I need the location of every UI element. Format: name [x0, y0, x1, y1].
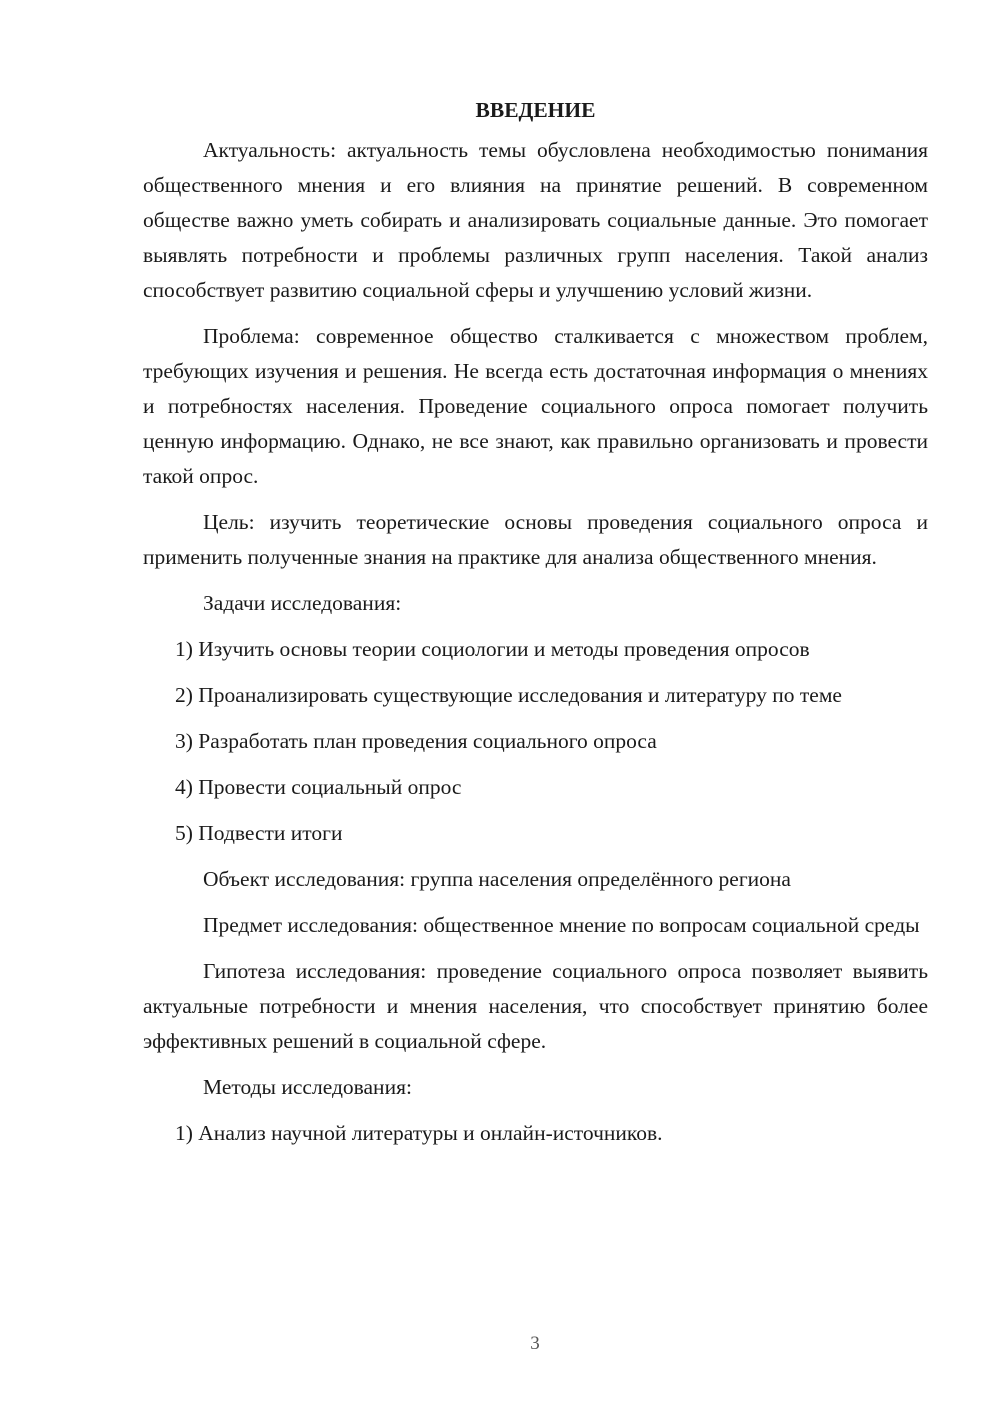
problem-paragraph: Проблема: современное общество сталкивается с множеством проблем, требующих изучения и решения. Не всегда есть достаточная информация о мнениях и потребностях населения. Проведение социального опроса помогает получить ценную информацию. Однако, не все знают, как правильно организовать и провести такой опрос.	[143, 324, 928, 488]
page-content	[143, 96, 928, 1162]
subject-paragraph: Предмет исследования: общественное мнение по вопросам социальной среды	[203, 913, 920, 937]
task-item: 2) Проанализировать существующие исследования и литературу по теме	[175, 683, 842, 707]
task-item: 5) Подвести итоги	[175, 821, 343, 845]
object-paragraph: Объект исследования: группа населения определённого региона	[203, 867, 791, 891]
page-heading: ВВЕДЕНИЕ	[475, 98, 596, 122]
goal-paragraph: Цель: изучить теоретические основы проведения социального опроса и применить полученные знания на практике для анализа общественного мнения.	[143, 510, 928, 569]
task-item: 1) Изучить основы теории социологии и методы проведения опросов	[175, 637, 810, 661]
relevance-paragraph: Актуальность: актуальность темы обусловлена необходимостью понимания общественного мнения и его влияния на принятие решений. В современном обществе важно уметь собирать и анализировать социальные данные. Это помогает выявлять потребности и проблемы различных групп населения. Такой анализ способствует развитию социальной сферы и улучшению условий жизни.	[143, 138, 928, 302]
task-item: 4) Провести социальный опрос	[175, 775, 462, 799]
task-item: 3) Разработать план проведения социального опроса	[175, 729, 657, 753]
page-number: 3	[530, 1333, 540, 1354]
methods-title: Методы исследования:	[203, 1075, 412, 1099]
method-item: 1) Анализ научной литературы и онлайн-источников.	[175, 1121, 663, 1145]
tasks-title: Задачи исследования:	[203, 591, 402, 615]
hypothesis-paragraph: Гипотеза исследования: проведение социального опроса позволяет выявить актуальные потребности и мнения населения, что способствует принятию более эффективных решений в социальной сфере.	[143, 959, 928, 1053]
